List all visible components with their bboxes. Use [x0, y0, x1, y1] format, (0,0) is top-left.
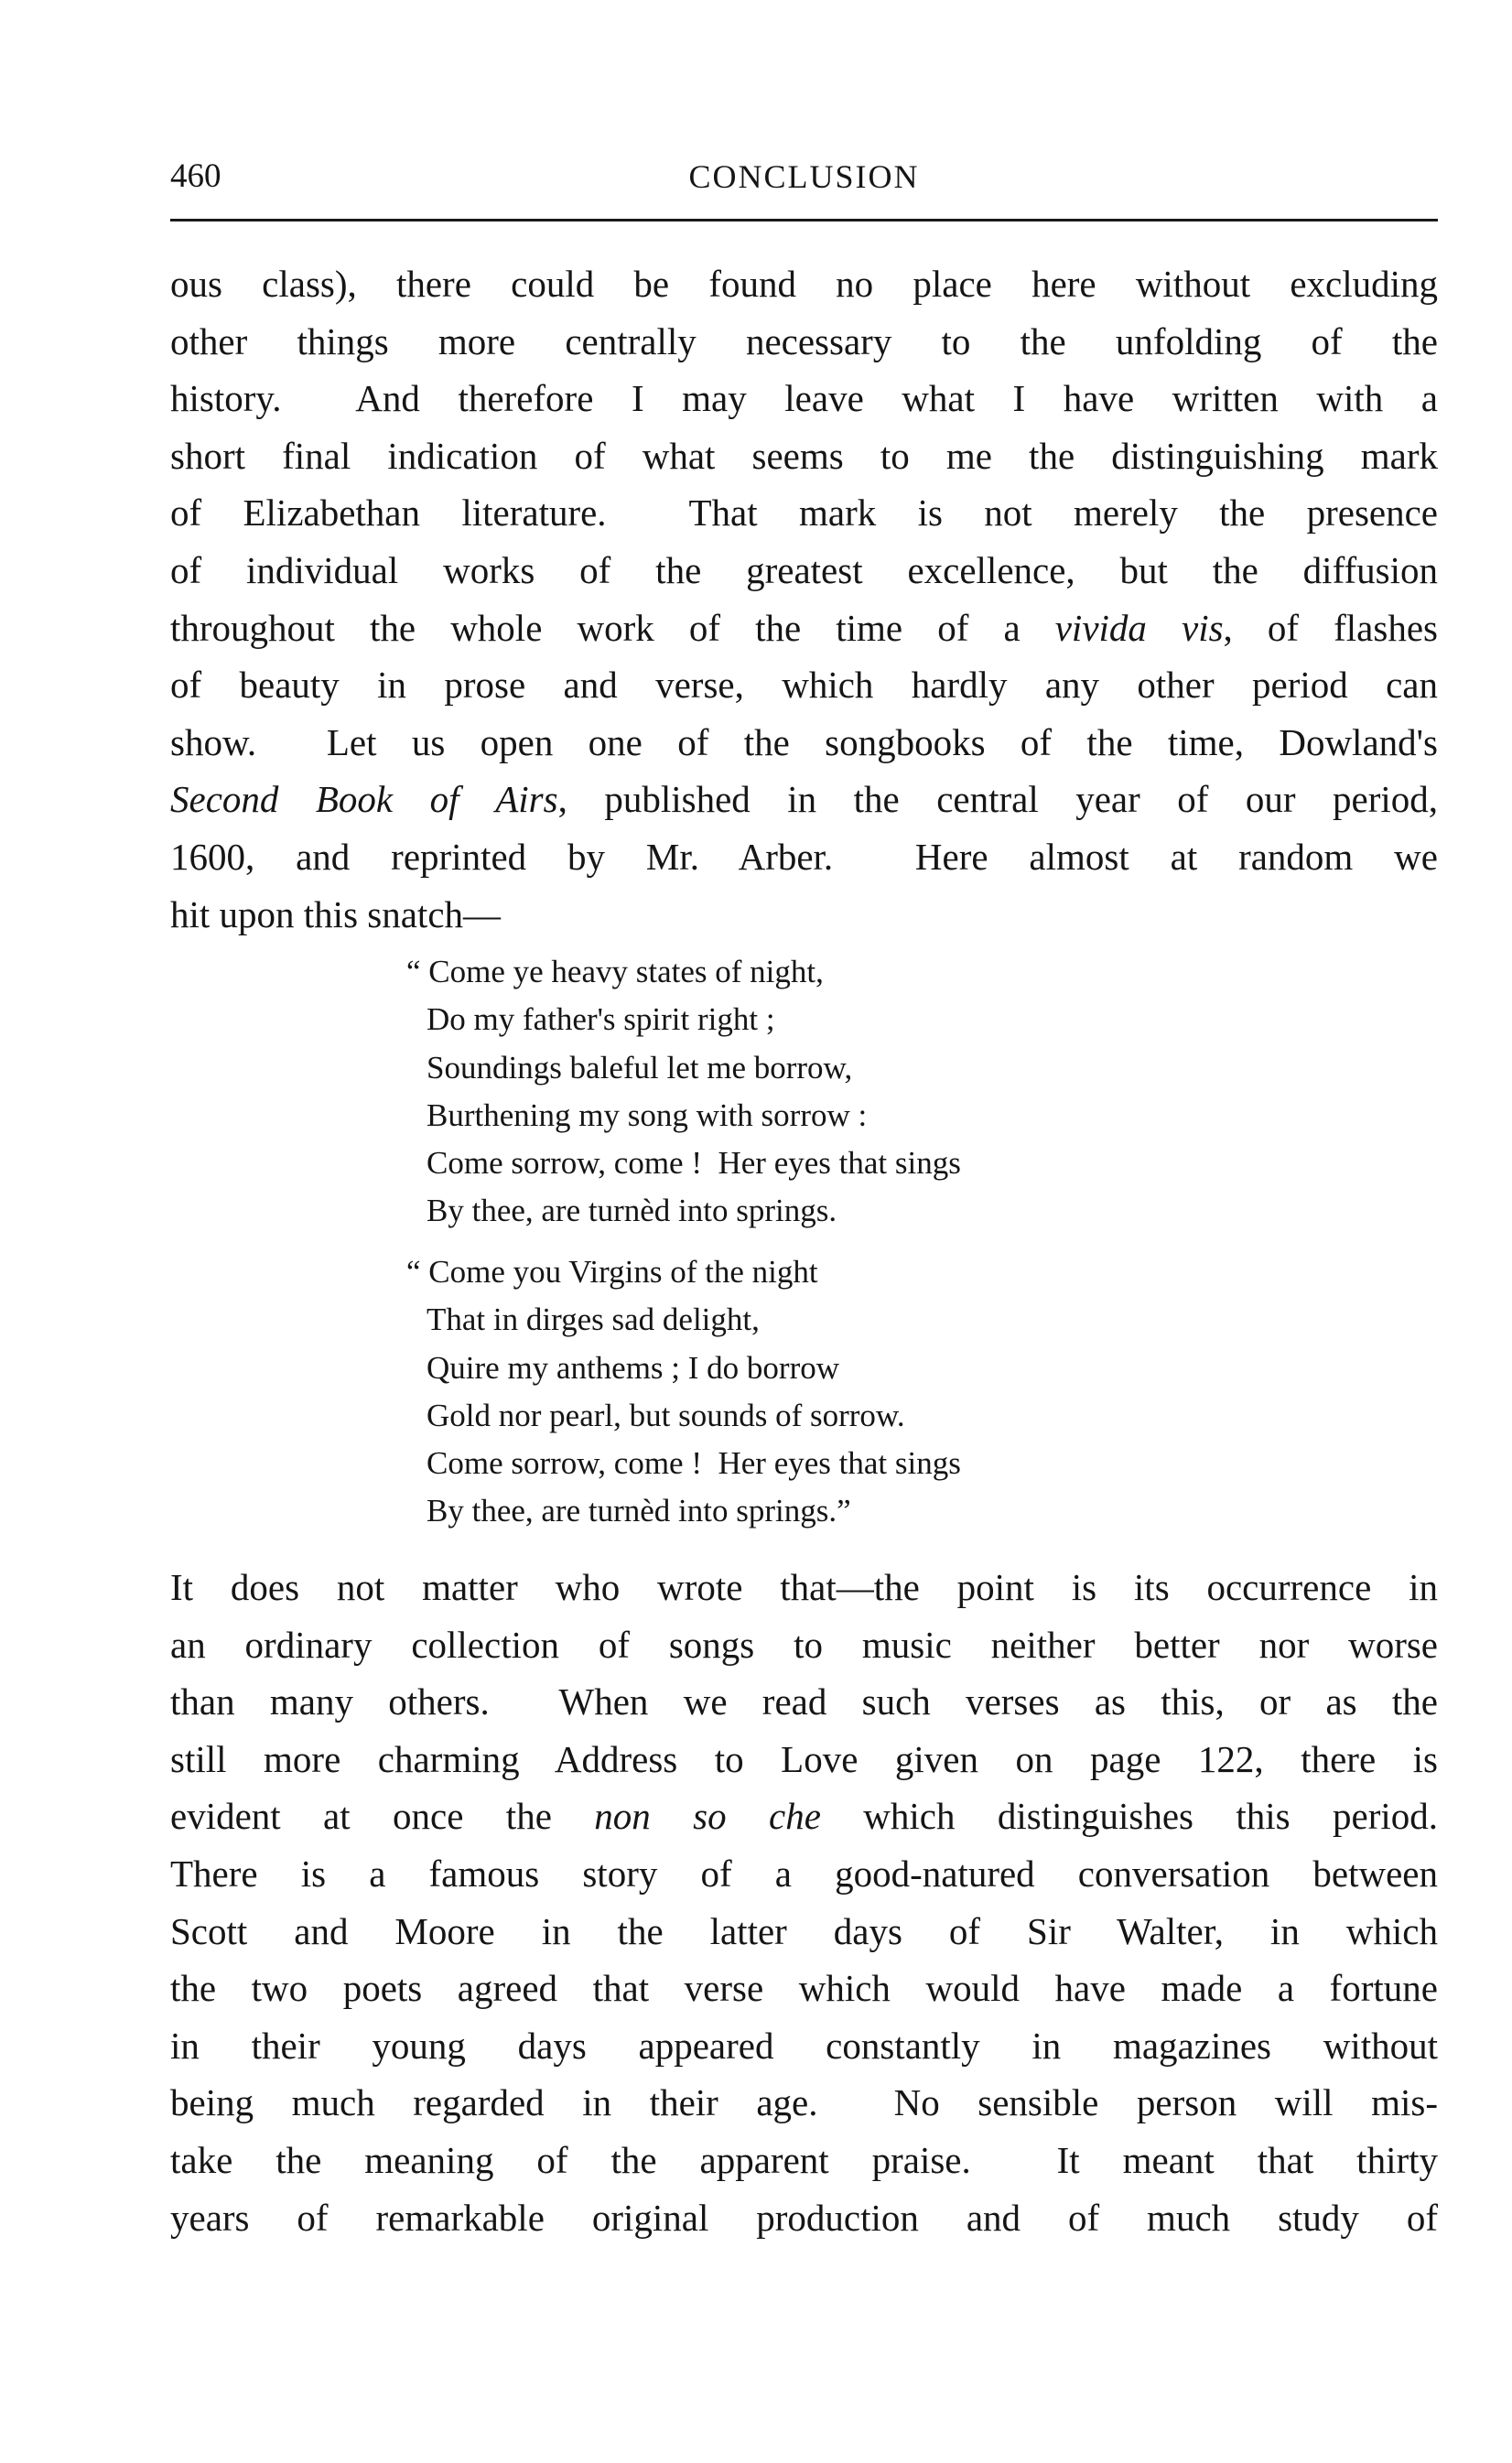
- text-segment: the two poets agreed that verse which would have made a fortune: [170, 1967, 1438, 2010]
- text-segment: There is a famous story of a good-natured conversation between: [170, 1852, 1438, 1895]
- text-line: [170, 313, 1438, 371]
- text-segment: Scott and Moore in the latter days of Sir Walter, in which: [170, 1909, 1438, 1952]
- verse-line: “ Come you Virgins of the night: [406, 1254, 818, 1290]
- text-line: [170, 2132, 1438, 2189]
- text-segment: , of flashes: [1223, 606, 1438, 649]
- verse-line: By thee, are turnèd into springs.: [427, 1193, 837, 1229]
- text-line: [170, 600, 1438, 657]
- poem-stanza-1: [406, 948, 961, 1236]
- text-segment: throughout the whole work of the time of a: [170, 606, 1055, 649]
- italic-phrase: non so che: [594, 1795, 821, 1838]
- paragraph-2: [170, 1559, 1438, 2246]
- text-line: [170, 886, 1438, 944]
- text-line: [170, 714, 1438, 772]
- text-segment: take the meaning of the apparent praise. It meant that thirty: [170, 2138, 1438, 2181]
- text-segment: than many others. When we read such verses as this, or as the: [170, 1680, 1438, 1723]
- poem-stanza-2: [406, 1248, 961, 1536]
- text-segment: of Elizabethan literature. That mark is not merely the presence: [170, 492, 1438, 535]
- italic-phrase: Second Book of Airs: [170, 778, 558, 821]
- text-segment: 1600, and reprinted by Mr. Arber. Here almost at random we: [170, 835, 1438, 878]
- text-line: [170, 2189, 1438, 2247]
- verse-line: Gold nor pearl, but sounds of sorrow.: [427, 1397, 905, 1433]
- text-line: [170, 1616, 1438, 1674]
- text-segment: other things more centrally necessary to the unfolding of the: [170, 319, 1438, 362]
- text-segment: an ordinary collection of songs to music neither better nor worse: [170, 1623, 1438, 1666]
- text-line: [170, 828, 1438, 886]
- text-segment: in their young days appeared constantly in magazines without: [170, 2024, 1438, 2067]
- verse-line: By thee, are turnèd into springs.”: [427, 1493, 851, 1529]
- text-segment: still more charming Address to Love given on page 122, there is: [170, 1737, 1438, 1780]
- text-segment: , published in the central year of our period,: [557, 778, 1438, 821]
- text-line: [170, 1788, 1438, 1845]
- verse-line: Come sorrow, come ! Her eyes that sings: [427, 1145, 961, 1182]
- text-segment: of beauty in prose and verse, which hardly any other period can: [170, 664, 1438, 707]
- text-line: [170, 427, 1438, 485]
- text-line: [170, 1960, 1438, 2017]
- text-line: [170, 1673, 1438, 1731]
- text-line: [170, 542, 1438, 600]
- text-segment: hit upon this snatch—: [170, 892, 502, 935]
- page-header: [170, 154, 1438, 200]
- verse-line: “ Come ye heavy states of night,: [406, 954, 824, 989]
- text-segment: show. Let us open one of the songbooks of the time, Dowland's: [170, 720, 1438, 763]
- text-segment: evident at once the: [170, 1795, 595, 1838]
- verse-line: That in dirges sad delight,: [427, 1302, 760, 1338]
- text-segment: of individual works of the greatest excellence, but the diffusion: [170, 548, 1438, 591]
- text-line: [170, 1845, 1438, 1903]
- text-segment: short final indication of what seems to me the distinguishing mark: [170, 434, 1438, 477]
- verse-line: Soundings baleful let me borrow,: [427, 1049, 853, 1086]
- verse-line: Burthening my song with sorrow :: [427, 1096, 868, 1133]
- verse-line: Come sorrow, come ! Her eyes that sings: [427, 1445, 961, 1482]
- text-segment: which distinguishes this period.: [820, 1795, 1438, 1838]
- verse-line: Quire my anthems ; I do borrow: [427, 1349, 840, 1386]
- text-segment: ous class), there could be found no place here without excluding: [170, 263, 1438, 305]
- verse-line: Do my father's spirit right ;: [427, 1001, 775, 1038]
- text-segment: It does not matter who wrote that—the point is its occurrence in: [170, 1566, 1438, 1608]
- text-line: [170, 771, 1438, 828]
- text-segment: history. And therefore I may leave what I have written with a: [170, 377, 1438, 420]
- text-line: [170, 255, 1438, 313]
- text-line: [170, 2074, 1438, 2132]
- text-line: [170, 370, 1438, 427]
- paragraph-1: [170, 255, 1438, 943]
- page-number: 460: [170, 157, 221, 195]
- header-rule: [170, 219, 1438, 221]
- text-line: [170, 1903, 1438, 1961]
- text-line: [170, 2017, 1438, 2075]
- text-line: [170, 484, 1438, 542]
- text-segment: being much regarded in their age. No sensible person will mis-: [170, 2081, 1438, 2124]
- text-line: [170, 1731, 1438, 1788]
- text-segment: years of remarkable original production and of much study of: [170, 2196, 1438, 2239]
- running-head: CONCLUSION: [688, 158, 920, 195]
- text-line: [170, 656, 1438, 714]
- text-line: [170, 1559, 1438, 1616]
- italic-phrase: vivida vis: [1054, 606, 1224, 649]
